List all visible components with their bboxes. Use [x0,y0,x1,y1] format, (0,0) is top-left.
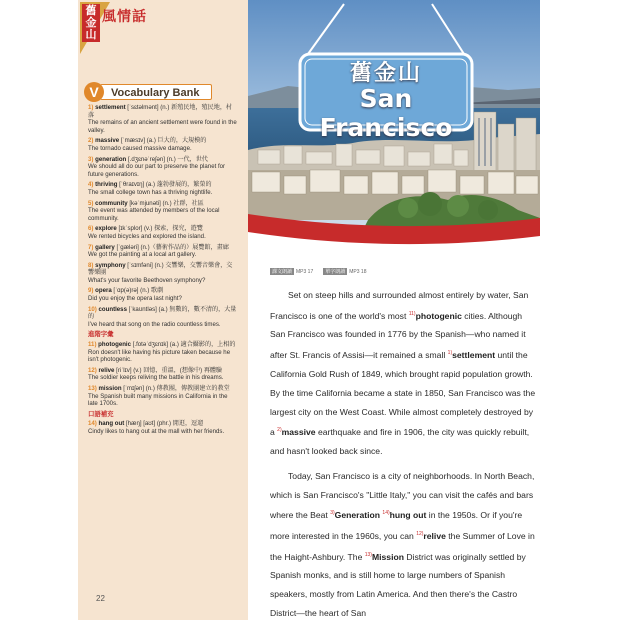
vocab-example: Cindy likes to hang out at the mall with her friends. [88,427,225,435]
vocab-number: 11) [88,341,99,349]
page-number: 22 [96,594,105,603]
vocab-definition: [ɪkˈsplor] (v.) 探索，探究，遊覽 [118,225,203,233]
highlighted-vocab-word: massive [281,427,316,438]
vocab-number: 8) [88,261,96,269]
vocab-reference-number: 12) [416,531,424,537]
vocab-definition: [ˈkaʊntləs] (a.) 無數的，數不清的，大量的 [88,305,237,321]
vocab-word: generation [95,155,128,163]
vocab-definition: [ˈsɛtəlmənt] (n.) 新殖民地，殖民地，村落 [88,104,233,119]
vocab-word: thriving [95,181,120,189]
vocab-entry [88,181,238,196]
vocab-number: 3) [88,155,96,163]
article-body [270,286,538,629]
article-paragraph-1: Set on steep hills and surrounded almost entirely by water, San Francisco is one of the world's most $^{11)}$photogenic cities. Although San Francisco was founded in 1776 by the Spanish—who named it after St. Francis of Assisi—it remained a small $^{1)}$settlement until the California Gold Rush of 1849, which brought rapid population growth. By the time California became a state in 1850, San Francisco was the largest city on the West Coast. While almost completely destroyed by a $^{2)}$massive earthquake and fire in 1906, the city was quickly rebuilt, and hasn't looked back since. [270,290,536,456]
vocab-entry [88,287,238,302]
vocab-definition: [hæŋ] [aʊt] (phr.) 閒逛，逗遛 [125,420,204,428]
vocab-example: I've heard that song on the radio countless times. [88,320,221,328]
vocab-definition: [ˈsɪmfəni] (n.) 交響樂，交響音樂會，交響樂團 [88,261,233,277]
vocab-word: gallery [95,243,117,251]
vocab-entry [88,420,238,435]
vocab-number: 4) [88,181,96,189]
vocab-entry-head [88,262,238,277]
vocab-entry-head [88,137,238,145]
vocab-entry-head [88,181,238,189]
vocab-example: The Spanish built many missions in California in the late 1700s. [88,392,228,408]
audio-track-label: 課文朗讀 [272,269,293,275]
vocab-entry [88,137,238,152]
vocab-definition: [kəˈmjunəti] (n.) 社群，社區 [129,199,204,207]
vocab-entry-head [88,104,238,119]
vocab-reference-number: 1) [447,350,453,357]
vocab-word: settlement [95,104,128,111]
highlighted-vocab-word: hung out [389,510,427,521]
phrase-heading: 口語補充 [88,410,114,418]
vocab-word: community [95,199,130,207]
vocab-number: 10) [88,305,99,313]
highlighted-vocab-word: settlement [452,350,496,361]
vocab-word: explore [95,225,119,233]
vocab-number: 6) [88,225,96,233]
vocab-entry [88,156,238,179]
magazine-page [78,0,540,620]
vocab-word: relive [98,366,117,374]
highlighted-vocab-word: Mission [371,551,404,562]
hero-photo [248,0,540,260]
vocab-example: We should all do our part to preserve the planet for future generations. [88,163,226,178]
vocab-entry-head [88,244,238,252]
vocab-entry-head [88,341,238,349]
vocab-entry [88,385,238,408]
vocab-entry [88,306,238,329]
vocab-entry-head [88,156,238,164]
vocabulary-list [88,104,238,439]
vocab-entry-head [88,385,238,393]
vocab-number: 5) [88,199,96,207]
vocabulary-bank-badge: V [84,82,104,102]
audio-track-code: MP3 17 [296,269,314,275]
vocab-number: 7) [88,243,96,251]
vocab-example: Ron doesn't like having his picture taken because he isn't photogenic. [88,348,231,364]
vocab-reference-number: 13) [364,551,372,558]
vocabulary-sidebar [78,0,248,620]
highlighted-vocab-word: Generation [334,510,381,521]
vocab-entry [88,200,238,223]
vocab-reference-number: 3) [330,510,335,517]
vocab-number: 12) [88,366,99,374]
vocab-entry [88,225,238,240]
audio-track-code: MP3 18 [349,269,367,275]
vocab-number: 1) [88,104,96,111]
vocab-definition: [ˈθraɪvɪŋ] (a.) 蓬勃發展的，繁榮的 [119,181,212,189]
vocab-word: hang out [98,420,126,428]
vocab-entry-head [88,200,238,208]
vocab-example: The remains of an ancient settlement were found in the valley. [88,119,237,134]
vocab-entry-head [88,420,238,428]
vocabulary-bank-title: Vocabulary Bank [100,84,212,100]
vocab-entry [88,104,238,134]
vocab-entry-head [88,225,238,233]
vocab-reference-number: 11) [408,310,416,317]
vocab-definition: [ˈmæsɪv] (a.) 巨大的，大規模的 [120,137,207,145]
vocab-entry-head [88,367,238,375]
vocab-example: Did you enjoy the opera last night? [88,295,182,303]
vocab-definition: [ˈmɪʃən] (n.) 傳教團，傳教團建立的教堂 [123,385,230,392]
vocab-entry [88,262,238,285]
vocab-number: 14) [88,420,99,428]
advanced-vocab-heading: 進階字彙 [88,331,114,339]
vocab-example: The tornado caused massive damage. [88,144,192,152]
vocab-entry-head [88,287,238,295]
vocab-word: mission [98,385,124,392]
audio-track [270,268,313,275]
hero-title-chinese: 舊金山 [349,61,422,86]
highlighted-vocab-word: photogenic [415,310,462,321]
vocab-definition: [.fotəˈdʒɛnɪk] (a.) 適合攝影的，上相的 [132,341,236,349]
vocab-example: What's your favorite Beethoven symphony? [88,276,206,284]
article-paragraph-2: Today, San Francisco is a city of neighborhoods. In North Beach, which is San Francisco's "Little Italy," you can visit the cafés and bars where the Beat $^{3)}$Generation $^{14)}$hung out in the 1950s. Or if you're more interested in the 1960s, you can $^{12)}$relive the Summer of Love in the Haight-Ashbury. The $^{13)}$Mission District was originally settled by Spanish monks, and is still home to large numbers of Spanish speakers, mostly from Latin America. And then there's the Castro District—the heart of San [270,470,535,618]
vocab-entry [88,367,238,382]
vocab-entry [88,244,238,259]
audio-track [323,268,366,275]
vocab-example: The event was attended by members of the local community. [88,207,220,222]
vocab-number: 9) [88,287,96,295]
hero-title-english: San Francisco [319,84,453,142]
title-sign [298,50,474,142]
highlighted-vocab-word: relive [423,530,446,541]
section-tag-vertical: 舊金山 [82,4,100,42]
vocab-example: The small college town has a thriving nightlife. [88,188,213,196]
vocab-reference-number: 14) [382,510,390,517]
vocab-reference-number: 2) [277,427,282,434]
vocab-example: The soldier keeps reliving the battle in his dreams. [88,374,224,382]
vocab-definition: [.dʒɛnəˈreʃən] (n.) 一代，世代 [127,155,208,163]
vocab-example: We got the painting at a local art gallery. [88,251,197,259]
audio-track-label: 單字朗讀 [325,269,346,275]
vocab-example: We rented bicycles and explored the island. [88,232,206,240]
vocab-definition: [ˈgæləri] (n.)（藝術作品的）展覽館，畫廊 [116,243,229,251]
vocabulary-bank-header [84,82,234,102]
vocab-definition: [riˈlɪv] (v.) 回憶，重溫，(想像中) 再體驗 [116,366,223,374]
vocab-entry [88,341,238,364]
audio-track-labels [270,268,377,275]
vocab-entry-head [88,306,238,321]
vocab-word: opera [95,287,114,295]
vocab-number: 13) [88,385,99,392]
vocab-word: symphony [95,261,128,269]
vocab-number: 2) [88,137,96,145]
section-tag-title: 風情話 [102,9,147,25]
vocab-definition: [ˈɑp(ə)rə] (n.) 歌劇 [113,287,164,295]
vocab-word: photogenic [98,341,133,349]
vocab-word: massive [95,137,121,145]
vocab-word: countless [98,305,129,313]
